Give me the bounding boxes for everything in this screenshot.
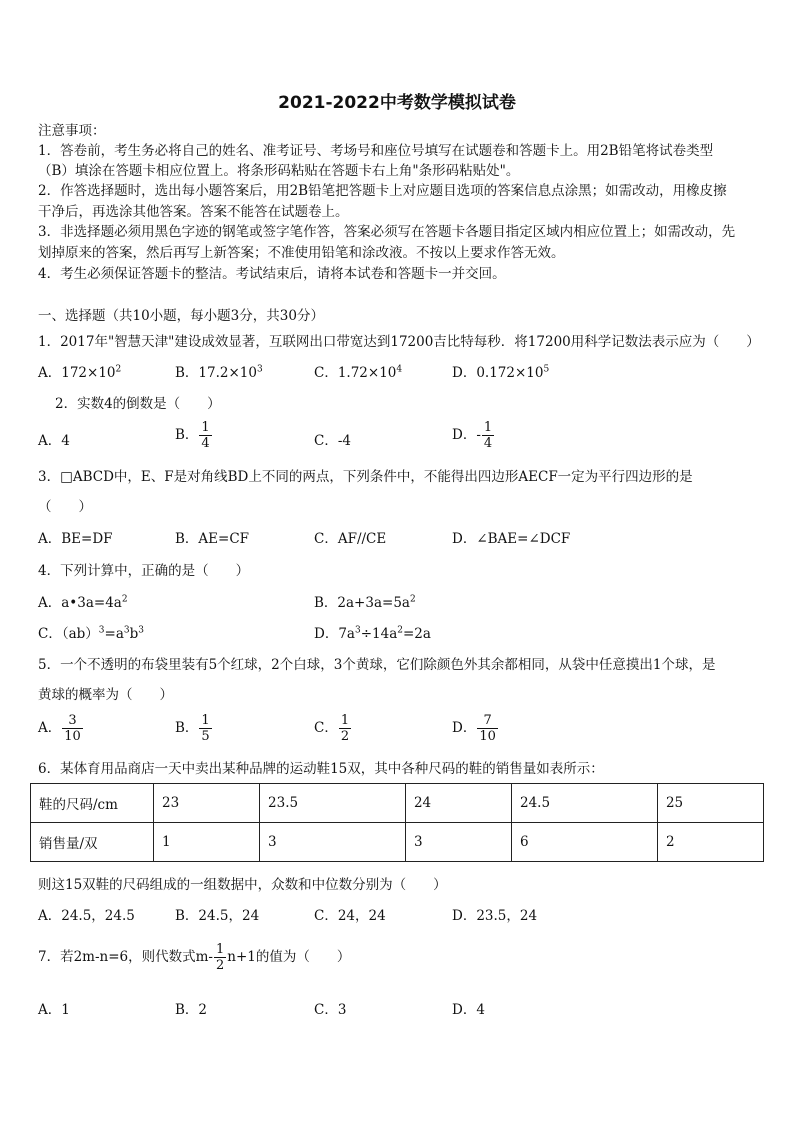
notice-line-5: 3．非选择题必须用黑色字迹的钢笔或签字笔作答，答案必须写在答题卡各题目指定区域内相应位置上；如需改动，先: [38, 224, 736, 240]
q3-option-c: C．AF//CE: [314, 531, 387, 547]
q4-option-a: A．$a•3a=4a^2$: [38, 594, 128, 611]
notice-line-1: 1．答卷前，考生务必将自己的姓名、准考证号、考场号和座位号填写在试题卷和答题卡上。用2B铅笔将试卷类型: [38, 143, 714, 159]
notice-line-3: 2．作答选择题时，选出每小题答案后，用2B铅笔把答题卡上对应题目选项的答案信息点涂黑；如需改动，用橡皮擦: [38, 183, 727, 199]
q5-option-a: A． $\frac{3}{10}$: [38, 713, 81, 744]
shoe-size-table: [30, 783, 764, 862]
question-6-stem: 6．某体育用品商店一天中卖出某种品牌的运动鞋15双，其中各种尺码的鞋的销售量如表所示：: [38, 761, 604, 777]
fraction: $\frac{1}{2}$: [216, 942, 225, 973]
fraction: $\frac{1}{2}$: [340, 713, 350, 744]
table-cell: 鞋的尺码/cm: [31, 784, 154, 823]
q6-option-b: B．24.5，24: [175, 908, 260, 924]
table-cell: 23: [154, 784, 260, 823]
question-5-stem: 5．一个不透明的布袋里装有5个红球，2个白球，3个黄球，它们除颜色外其余都相同，从袋中任意摸出1个球，是: [38, 657, 716, 673]
q6-option-c: C．24，24: [314, 908, 386, 924]
q1-option-a: A．$172\times 10^2$: [38, 364, 122, 381]
q7-option-c: C．3: [314, 1002, 347, 1018]
table-cell: 3: [405, 823, 511, 862]
question-2-stem: 2．实数4的倒数是（ ）: [55, 396, 221, 412]
q2-option-c: C．-4: [314, 433, 351, 449]
q7-option-a: A．1: [38, 1002, 70, 1018]
fraction: $\frac{1}{4}$: [201, 420, 210, 451]
q3-option-a: A．BE=DF: [38, 531, 113, 547]
q6-option-d: D．23.5，24: [452, 908, 538, 924]
notice-heading: 注意事项：: [38, 123, 106, 139]
q5-option-b: B． $\frac{1}{5}$: [175, 713, 210, 744]
table-cell: 销售量/双: [31, 823, 154, 862]
q4-option-b: B．$2a+3a=5a^2$: [314, 594, 416, 611]
table-cell: 6: [511, 823, 657, 862]
q3-option-d: D．∠BAE=∠DCF: [452, 531, 571, 547]
q7-option-d: D．4: [452, 1002, 485, 1018]
fraction: $\frac{7}{10}$: [479, 713, 496, 744]
question-7-stem: 7．若2m-n=6，则代数式m- $\frac{1}{2}$ n+1的值为（ ）: [38, 942, 351, 973]
q5-option-c: C． $\frac{1}{2}$: [314, 713, 350, 744]
q1-option-d: D．$0.172\times 10^5$: [452, 364, 550, 381]
q7-option-b: B．2: [175, 1002, 208, 1018]
notice-line-4: 干净后，再选涂其他答案。答案不能答在试题卷上。: [38, 204, 349, 220]
fraction: $\frac{1}{5}$: [201, 713, 210, 744]
table-cell: 24.5: [511, 784, 657, 823]
notice-line-6: 划掉原来的答案，然后再写上新答案；不准使用铅笔和涂改液。不按以上要求作答无效。: [38, 245, 565, 261]
table-row: [31, 823, 764, 862]
q2-option-d: D．- $\frac{1}{4}$: [452, 420, 493, 451]
table-cell: 2: [657, 823, 763, 862]
table-cell: 3: [260, 823, 406, 862]
table-row: [31, 784, 764, 823]
q4-option-c: C．$(ab)^3=a^3b^3$: [38, 625, 145, 642]
question-6-stem-cont: 则这15双鞋的尺码组成的一组数据中，众数和中位数分别为（ ）: [38, 877, 447, 893]
q5-option-d: D． $\frac{7}{10}$: [452, 713, 496, 744]
question-4-stem: 4．下列计算中，正确的是（ ）: [38, 563, 250, 579]
notice-line-2: （B）填涂在答题卡相应位置上。将条形码粘贴在答题卡右上角"条形码粘贴处"。: [38, 163, 520, 179]
table-cell: 24: [405, 784, 511, 823]
question-1-stem: 1．2017年"智慧天津"建设成效显著，互联网出口带宽达到17200吉比特每秒．将17200用科学记数法表示应为（ ）: [38, 334, 760, 350]
q1-option-c: C．$1.72\times 10^4$: [314, 364, 403, 381]
q4-option-d: D．$7a^3\div 14a^2=2a$: [314, 625, 431, 642]
fraction: $\frac{1}{4}$: [483, 420, 493, 451]
q3-option-b: B．AE=CF: [175, 531, 250, 547]
table-cell: 1: [154, 823, 260, 862]
question-5-stem-cont: 黄球的概率为（ ）: [38, 687, 173, 703]
question-3-stem: 3．□ABCD中，E、F是对角线BD上不同的两点，下列条件中，不能得出四边形AECF一定为平行四边形的是: [38, 469, 693, 485]
page-title: 2021-2022中考数学模拟试卷: [278, 93, 516, 113]
fraction: $\frac{3}{10}$: [64, 713, 81, 744]
question-3-stem-cont: （ ）: [38, 499, 92, 515]
section-heading: 一、选择题（共10小题，每小题3分，共30分）: [38, 308, 324, 324]
q1-option-b: B．$17.2\times 10^3$: [175, 364, 263, 381]
notice-line-7: 4．考生必须保证答题卡的整洁。考试结束后，请将本试卷和答题卡一并交回。: [38, 266, 506, 282]
q6-option-a: A．24.5，24.5: [38, 908, 135, 924]
table-cell: 23.5: [260, 784, 406, 823]
q2-option-b: B． $\frac{1}{4}$: [175, 420, 210, 451]
q2-option-a: A．4: [38, 433, 70, 449]
table-cell: 25: [657, 784, 763, 823]
